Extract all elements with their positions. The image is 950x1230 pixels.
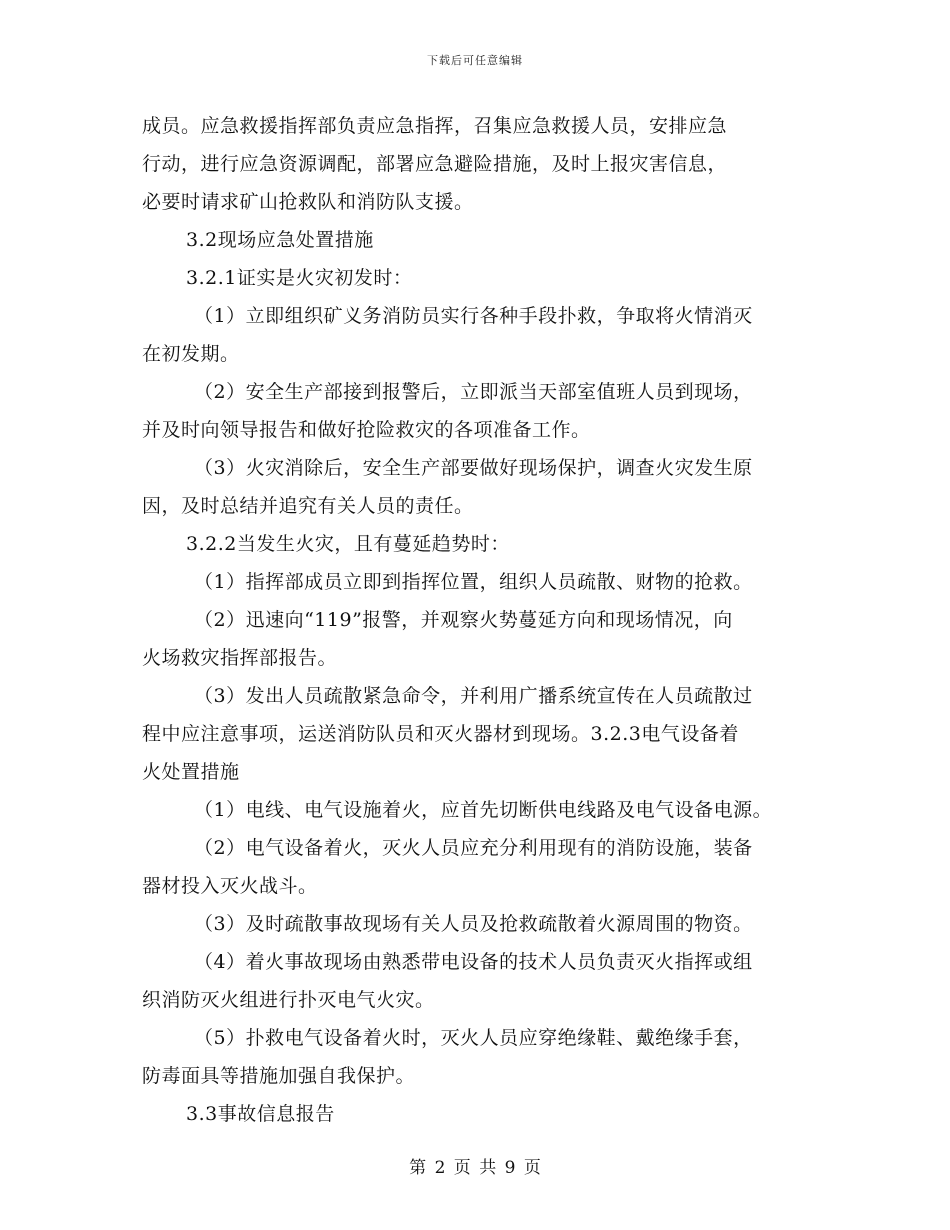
text-line: 并及时向领导报告和做好抢险救灾的各项准备工作。: [142, 419, 591, 441]
text-line: 必要时请求矿山抢救队和消防队支援。: [142, 191, 474, 213]
text-line: 防毒面具等措施加强自我保护。: [142, 1065, 416, 1087]
text-line: （4）着火事故现场由熟悉带电设备的技术人员负责灭火指挥或组: [194, 951, 753, 973]
text-line: 火处置措施: [142, 761, 240, 783]
text-line: 程中应注意事项，运送消防队员和灭火器材到现场。3.2.3电气设备着: [142, 723, 739, 745]
text-line: （5）扑救电气设备着火时，灭火人员应穿绝缘鞋、戴绝缘手套，: [194, 1027, 753, 1049]
text-line: 3.2.2当发生火灾，且有蔓延趋势时：: [186, 533, 510, 555]
page-footer: 第 2 页 共 9 页: [409, 1158, 541, 1178]
text-line: 因，及时总结并追究有关人员的责任。: [142, 495, 474, 517]
text-line: （3）发出人员疏散紧急命令，并利用广播系统宣传在人员疏散过: [194, 685, 753, 707]
page-header: 下载后可任意编辑: [427, 54, 523, 67]
text-line: 织消防灭火组进行扑灭电气火灾。: [142, 989, 435, 1011]
text-line: （2）迅速向“119”报警，并观察火势蔓延方向和现场情况，向: [194, 609, 733, 631]
text-line: 火场救灾指挥部报告。: [142, 647, 338, 669]
text-line: （1）指挥部成员立即到指挥位置，组织人员疏散、财物的抢救。: [194, 571, 753, 593]
text-line: 行动，进行应急资源调配，部署应急避险措施，及时上报灾害信息，: [142, 153, 728, 175]
text-line: 在初发期。: [142, 343, 240, 365]
text-line: （1）电线、电气设施着火，应首先切断供电线路及电气设备电源。: [194, 799, 773, 821]
text-line: （3）火灾消除后，安全生产部要做好现场保护，调查火灾发生原: [194, 457, 753, 479]
document-body: [142, 107, 822, 1133]
text-line: （2）安全生产部接到报警后，立即派当天部室值班人员到现场，: [194, 381, 753, 403]
text-line: 成员。应急救援指挥部负责应急指挥，召集应急救援人员，安排应急: [142, 115, 728, 137]
text-line: 3.2现场应急处置措施: [186, 229, 374, 251]
text-line: 3.2.1证实是火灾初发时：: [186, 267, 413, 289]
text-line: 器材投入灭火战斗。: [142, 875, 318, 897]
text-line: （3）及时疏散事故现场有关人员及抢救疏散着火源周围的物资。: [194, 913, 753, 935]
text-line: （1）立即组织矿义务消防员实行各种手段扑救，争取将火情消灭: [194, 305, 753, 327]
text-line: （2）电气设备着火，灭火人员应充分利用现有的消防设施，装备: [194, 837, 753, 859]
text-line: 3.3事故信息报告: [186, 1103, 335, 1125]
